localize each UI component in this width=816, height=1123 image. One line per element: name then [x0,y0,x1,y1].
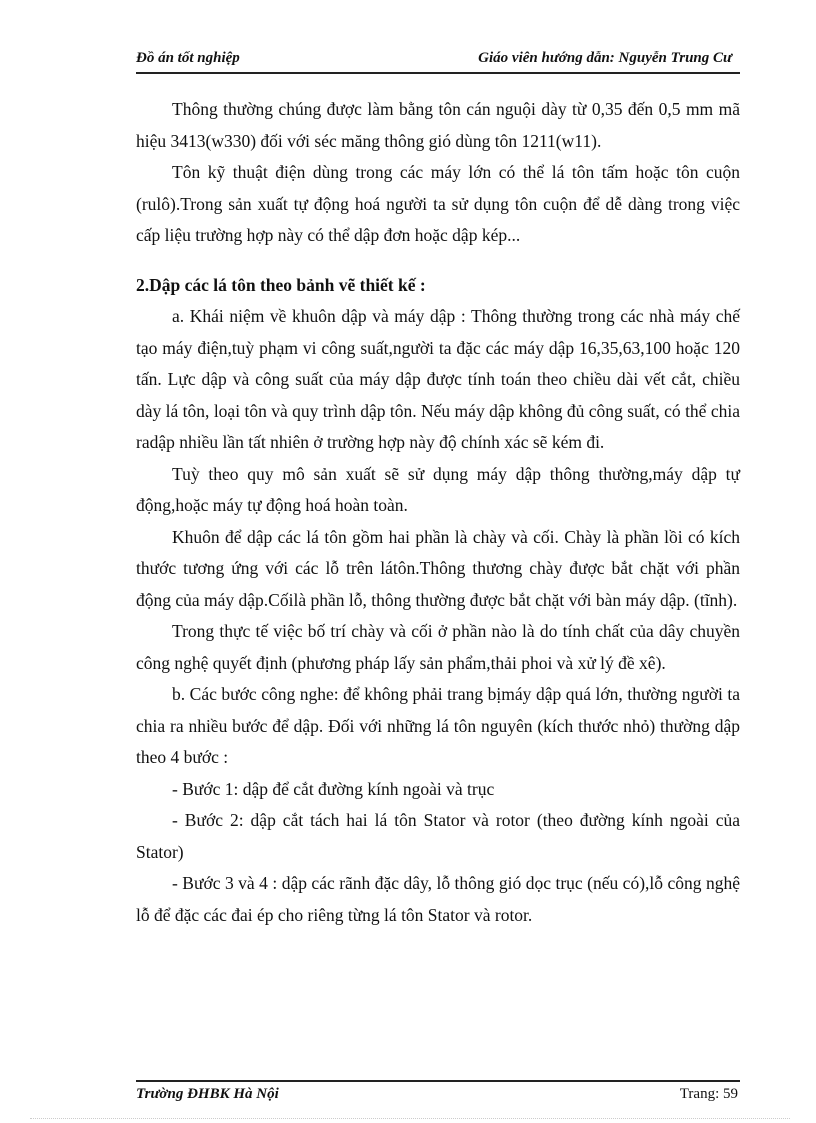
header-rule [136,72,740,74]
paragraph-material: Thông thường chúng được làm bằng tôn cán nguội dày từ 0,35 đến 0,5 mm mã hiệu 3413(w330) đối với séc măng thông gió dùng tôn 1211(w11). [136,99,740,151]
paragraph-placement: Trong thực tế việc bố trí chày và cối ở phần nào là do tính chất của dây chuyền công nghệ quyết định (phương pháp lấy sản phẩm,thải phoi và xử lý đề xê). [136,621,740,673]
paragraph-electrical-steel: Tôn kỹ thuật điện dùng trong các máy lớn có thể lá tôn tấm hoặc tôn cuộn (rulô).Trong sản xuất tự động hoá người ta sử dụng tôn cuộn để dễ dàng trong việc cấp liệu trường hợp này có thể dập đơn hoặc dập kép... [136,162,740,245]
list-item-step-2: - Bước 2: dập cắt tách hai lá tôn Stator và rotor (theo đường kính ngoài của Stator) [136,810,740,862]
footer-university: Trường ĐHBK Hà Nội [136,1086,279,1102]
section-heading: 2.Dập các lá tôn theo bảnh vẽ thiết kế : [136,274,426,295]
paragraph-steps-intro: b. Các bước công nghe: để không phải trang bịmáy dập quá lớn, thường người ta chia ra nhiều bước để dập. Đối với những lá tôn nguyên (kích thước nhỏ) thường dập theo 4 bước : [136,684,740,767]
page-header [136,46,740,70]
document-body [136,94,740,931]
page-edge-divider [30,1118,790,1119]
paragraph-production-scale: Tuỳ theo quy mô sản xuất sẽ sử dụng máy dập thông thường,máy dập tự động,hoặc máy tự động hoá hoàn toàn. [136,463,740,515]
paragraph-die-concept: a. Khái niệm về khuôn dập và máy dập : Thông thường trong các nhà máy chế tạo máy điện,tuỳ phạm vi công suất,người ta đặc các máy dập 16,35,63,100 hoặc 120 tấn. Lực dập và công suất của máy dập được tính toán theo chiều dài vết cắt, chiều dày lá tôn, loại tôn và quy trình dập tôn. Nếu máy dập không đủ công suất, có thể chia radập nhiều lần tất nhiên ở trường hợp này độ chính xác sẽ kém đi. [136,306,740,452]
header-thesis-title: Đồ án tốt nghiệp [136,50,240,66]
header-supervisor: Giáo viên hướng dẫn: Nguyễn Trung Cư [478,50,732,66]
footer-rule [136,1080,740,1082]
page-footer [136,1084,740,1108]
paragraph-die-parts: Khuôn để dập các lá tôn gồm hai phần là chày và cối. Chày là phần lồi có kích thước tương ứng với các lỗ trên látôn.Thông thương chày được bắt chặt với phần động của máy dập.Cốilà phần lỗ, thông thường được bắt chặt với bàn máy dập. (tĩnh). [136,526,740,610]
list-item-step-1: - Bước 1: dập để cắt đường kính ngoài và trục [172,778,495,799]
list-item-step-3-4: - Bước 3 và 4 : dập các rãnh đặc dây, lỗ thông gió dọc trục (nếu có),lỗ công nghệ lỗ để đặc các đai ép cho riêng từng lá tôn Stator và rotor. [136,873,740,925]
page-number: Trang: 59 [679,1086,738,1102]
